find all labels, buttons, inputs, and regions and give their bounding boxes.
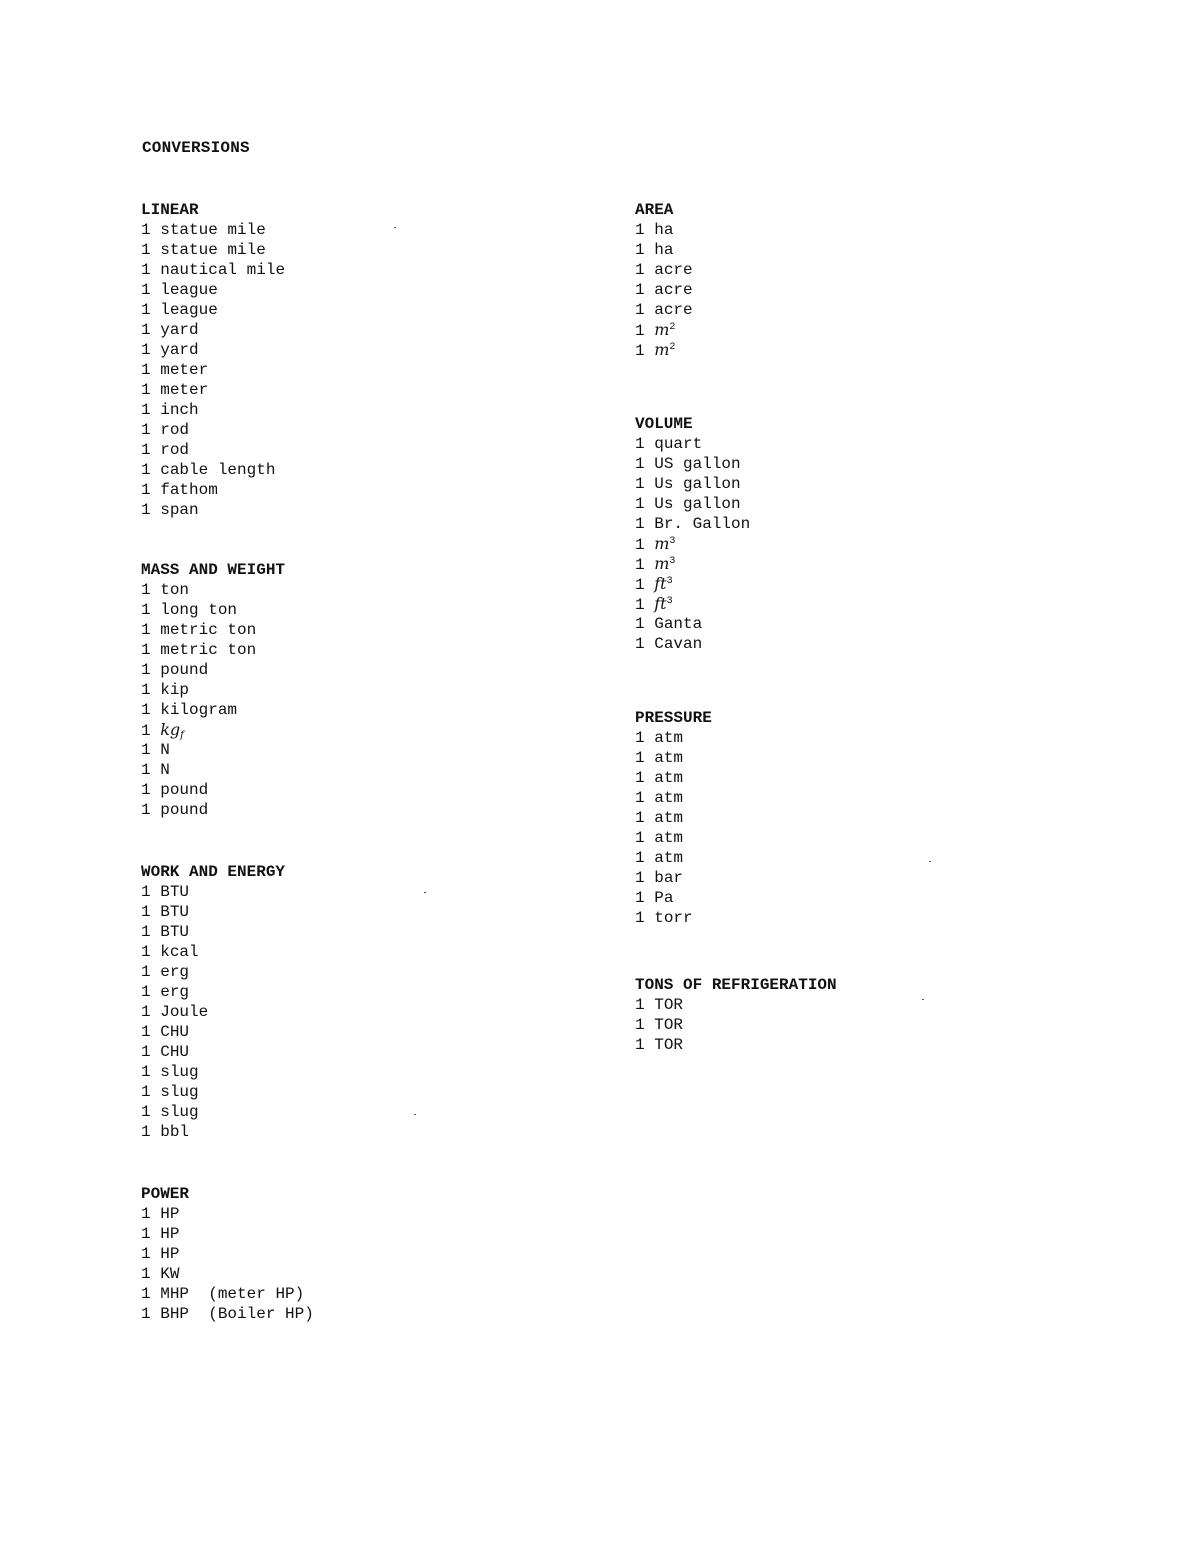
quantity: 1 (141, 401, 151, 419)
conversion-row (635, 434, 750, 454)
quantity: 1 (635, 809, 645, 827)
quantity: 1 (141, 1103, 151, 1121)
unit-exponent: 2 (669, 322, 676, 333)
scan-speck (424, 892, 426, 893)
conversion-row (635, 728, 712, 748)
quantity: 1 (635, 301, 645, 319)
conversion-row (635, 280, 693, 300)
unit-label: nautical mile (160, 261, 286, 279)
conversion-row (141, 760, 285, 780)
unit-label: inch (160, 401, 199, 419)
conversion-row (635, 868, 712, 888)
quantity: 1 (141, 943, 151, 961)
quantity: 1 (141, 661, 151, 679)
unit-label: yard (160, 321, 199, 339)
unit-label: atm (654, 769, 684, 787)
unit-exponent: 3 (669, 536, 676, 547)
quantity: 1 (635, 495, 645, 513)
section-heading: VOLUME (635, 415, 693, 433)
conversion-row (141, 220, 285, 240)
unit-label: meter (160, 381, 209, 399)
quantity: 1 (141, 641, 151, 659)
section-heading: POWER (141, 1185, 190, 1203)
quantity: 1 (635, 596, 645, 614)
section-mass-and-weight (141, 560, 285, 820)
conversion-row (141, 1002, 285, 1022)
quantity: 1 (635, 889, 645, 907)
conversion-row (141, 420, 285, 440)
unit-label: TOR (654, 1036, 684, 1054)
unit-exponent: 3 (666, 596, 673, 607)
conversion-row (141, 500, 285, 520)
conversion-row (635, 494, 750, 514)
conversion-row (141, 660, 285, 680)
quantity: 1 (141, 1265, 151, 1283)
quantity: 1 (141, 1245, 151, 1263)
unit-exponent: 3 (669, 556, 676, 567)
conversion-row (141, 1264, 314, 1284)
unit-label: Pa (654, 889, 674, 907)
section-tons-of-refrigeration (635, 975, 837, 1055)
conversion-row (141, 1204, 314, 1224)
quantity: 1 (635, 749, 645, 767)
unit-label: Us gallon (654, 495, 741, 513)
conversion-row (141, 320, 285, 340)
section-pressure (635, 708, 712, 928)
unit-label: bbl (160, 1123, 190, 1141)
unit-label: BTU (160, 903, 190, 921)
conversion-row (141, 580, 285, 600)
conversion-row (635, 828, 712, 848)
unit-label: ton (160, 581, 190, 599)
conversion-row (635, 240, 693, 260)
unit-label: slug (160, 1083, 199, 1101)
unit-label: metric ton (160, 621, 257, 639)
conversion-row (635, 454, 750, 474)
unit-label: atm (654, 809, 684, 827)
conversion-row (141, 260, 285, 280)
quantity: 1 (141, 461, 151, 479)
unit-label: CHU (160, 1023, 190, 1041)
conversion-row (141, 902, 285, 922)
conversion-row (635, 788, 712, 808)
scan-speck (394, 227, 396, 228)
unit-label: N (160, 741, 170, 759)
quantity: 1 (141, 341, 151, 359)
unit-label: torr (654, 909, 693, 927)
section-linear (141, 200, 285, 520)
unit-label: meter (160, 361, 209, 379)
conversion-row (141, 280, 285, 300)
unit-label: BHP (Boiler HP) (160, 1305, 314, 1323)
conversion-row (141, 720, 285, 740)
conversion-row (141, 1224, 314, 1244)
conversion-row (635, 634, 750, 654)
unit-label: N (160, 761, 170, 779)
unit-label: slug (160, 1063, 199, 1081)
conversion-row (635, 300, 693, 320)
unit-label: kcal (160, 943, 199, 961)
unit-label: erg (160, 983, 190, 1001)
unit-label: kip (160, 681, 190, 699)
quantity: 1 (141, 1003, 151, 1021)
conversion-row (141, 1062, 285, 1082)
quantity: 1 (141, 1225, 151, 1243)
scan-speck (922, 999, 924, 1000)
conversion-row (141, 300, 285, 320)
conversion-row (635, 995, 837, 1015)
unit-label: m (654, 534, 670, 553)
conversion-row (141, 380, 285, 400)
conversion-row (141, 680, 285, 700)
unit-label: cable length (160, 461, 276, 479)
quantity: 1 (635, 281, 645, 299)
quantity: 1 (635, 909, 645, 927)
quantity: 1 (635, 435, 645, 453)
quantity: 1 (141, 421, 151, 439)
quantity: 1 (141, 241, 151, 259)
conversion-row (635, 260, 693, 280)
unit-label: CHU (160, 1043, 190, 1061)
conversion-row (141, 1304, 314, 1324)
conversion-row (141, 480, 285, 500)
unit-label: atm (654, 749, 684, 767)
conversion-row (141, 640, 285, 660)
quantity: 1 (141, 1083, 151, 1101)
conversion-row (635, 574, 750, 594)
conversion-row (141, 740, 285, 760)
conversion-row (141, 360, 285, 380)
quantity: 1 (141, 601, 151, 619)
unit-label: TOR (654, 1016, 684, 1034)
conversion-row (141, 1244, 314, 1264)
unit-label: fathom (160, 481, 218, 499)
conversion-row (141, 780, 285, 800)
unit-label: Br. Gallon (654, 515, 751, 533)
unit-label: atm (654, 729, 684, 747)
unit-label: quart (654, 435, 703, 453)
unit-label: KW (160, 1265, 180, 1283)
unit-label: span (160, 501, 199, 519)
unit-label: US gallon (654, 455, 741, 473)
conversion-row (635, 748, 712, 768)
conversion-row (635, 888, 712, 908)
quantity: 1 (141, 321, 151, 339)
quantity: 1 (141, 1043, 151, 1061)
conversion-row (635, 220, 693, 240)
quantity: 1 (635, 789, 645, 807)
section-heading: TONS OF REFRIGERATION (635, 976, 837, 994)
quantity: 1 (141, 781, 151, 799)
section-heading: PRESSURE (635, 709, 712, 727)
unit-exponent: 2 (669, 342, 676, 353)
unit-label: m (654, 320, 670, 339)
unit-label: pound (160, 661, 209, 679)
conversion-row (635, 514, 750, 534)
unit-label: BTU (160, 883, 190, 901)
unit-label: HP (160, 1245, 180, 1263)
unit-label: atm (654, 829, 684, 847)
quantity: 1 (141, 301, 151, 319)
quantity: 1 (635, 515, 645, 533)
unit-label: ft (654, 574, 667, 593)
quantity: 1 (635, 1036, 645, 1054)
section-area (635, 200, 693, 360)
section-volume (635, 414, 750, 654)
unit-label: rod (160, 421, 190, 439)
conversion-row (141, 1082, 285, 1102)
quantity: 1 (141, 381, 151, 399)
conversion-row (141, 340, 285, 360)
unit-label: long ton (160, 601, 238, 619)
quantity: 1 (141, 441, 151, 459)
quantity: 1 (635, 576, 645, 594)
quantity: 1 (141, 883, 151, 901)
quantity: 1 (635, 996, 645, 1014)
conversion-row (635, 848, 712, 868)
unit-label: atm (654, 849, 684, 867)
section-heading: WORK AND ENERGY (141, 863, 286, 881)
unit-label: bar (654, 869, 684, 887)
unit-label: atm (654, 789, 684, 807)
unit-label: league (160, 301, 218, 319)
unit-label: pound (160, 801, 209, 819)
conversion-row (635, 1035, 837, 1055)
quantity: 1 (141, 501, 151, 519)
quantity: 1 (141, 221, 151, 239)
unit-label: m (654, 340, 670, 359)
unit-label: kilogram (160, 701, 238, 719)
conversion-row (141, 240, 285, 260)
quantity: 1 (635, 635, 645, 653)
unit-exponent: 3 (666, 576, 673, 587)
unit-label: metric ton (160, 641, 257, 659)
conversion-row (141, 440, 285, 460)
unit-label: m (654, 554, 670, 573)
conversion-row (635, 534, 750, 554)
unit-label: statue mile (160, 241, 266, 259)
quantity: 1 (141, 481, 151, 499)
quantity: 1 (635, 261, 645, 279)
quantity: 1 (141, 1063, 151, 1081)
conversion-row (635, 908, 712, 928)
quantity: 1 (141, 761, 151, 779)
unit-label: league (160, 281, 218, 299)
quantity: 1 (635, 221, 645, 239)
quantity: 1 (141, 361, 151, 379)
conversion-row (635, 474, 750, 494)
conversion-row (635, 594, 750, 614)
conversion-row (141, 922, 285, 942)
unit-label: rod (160, 441, 190, 459)
unit-label: BTU (160, 923, 190, 941)
conversion-row (141, 460, 285, 480)
conversion-row (141, 600, 285, 620)
quantity: 1 (635, 869, 645, 887)
quantity: 1 (635, 849, 645, 867)
conversion-row (141, 1022, 285, 1042)
unit-label: MHP (meter HP) (160, 1285, 305, 1303)
document-title: CONVERSIONS (142, 139, 250, 157)
unit-label: Joule (160, 1003, 209, 1021)
unit-label: ha (654, 221, 674, 239)
quantity: 1 (141, 681, 151, 699)
unit-label: ft (654, 594, 667, 613)
section-heading: MASS AND WEIGHT (141, 561, 286, 579)
quantity: 1 (141, 621, 151, 639)
quantity: 1 (141, 923, 151, 941)
conversion-row (635, 554, 750, 574)
unit-label: statue mile (160, 221, 266, 239)
unit-label: erg (160, 963, 190, 981)
conversion-row (141, 942, 285, 962)
unit-label: TOR (654, 996, 684, 1014)
unit-label: pound (160, 781, 209, 799)
section-heading: LINEAR (141, 201, 199, 219)
scan-speck (414, 1114, 416, 1115)
quantity: 1 (635, 729, 645, 747)
conversion-row (635, 340, 693, 360)
quantity: 1 (141, 741, 151, 759)
quantity: 1 (141, 281, 151, 299)
conversion-row (141, 982, 285, 1002)
quantity: 1 (141, 581, 151, 599)
conversion-row (635, 320, 693, 340)
conversion-row (141, 1042, 285, 1062)
conversion-row (141, 1284, 314, 1304)
unit-label: slug (160, 1103, 199, 1121)
unit-label: Us gallon (654, 475, 741, 493)
conversion-row (635, 614, 750, 634)
quantity: 1 (635, 342, 645, 360)
section-power (141, 1184, 314, 1324)
conversion-row (141, 700, 285, 720)
conversion-row (635, 768, 712, 788)
unit-label: acre (654, 301, 693, 319)
scan-speck (929, 861, 931, 862)
quantity: 1 (635, 1016, 645, 1034)
unit-label: Cavan (654, 635, 703, 653)
conversion-row (141, 1122, 285, 1142)
quantity: 1 (141, 701, 151, 719)
conversion-row (141, 1102, 285, 1122)
quantity: 1 (635, 455, 645, 473)
quantity: 1 (141, 983, 151, 1001)
quantity: 1 (635, 241, 645, 259)
quantity: 1 (141, 261, 151, 279)
quantity: 1 (635, 475, 645, 493)
quantity: 1 (635, 769, 645, 787)
quantity: 1 (141, 1205, 151, 1223)
quantity: 1 (635, 536, 645, 554)
unit-label: acre (654, 261, 693, 279)
quantity: 1 (635, 829, 645, 847)
quantity: 1 (635, 556, 645, 574)
conversion-row (141, 962, 285, 982)
unit-label: ha (654, 241, 674, 259)
unit-label: acre (654, 281, 693, 299)
quantity: 1 (141, 1023, 151, 1041)
quantity: 1 (141, 1285, 151, 1303)
section-heading: AREA (635, 201, 674, 219)
conversion-row (141, 800, 285, 820)
unit-label: yard (160, 341, 199, 359)
conversion-row (635, 808, 712, 828)
unit-label: HP (160, 1205, 180, 1223)
unit-label: HP (160, 1225, 180, 1243)
quantity: 1 (141, 722, 151, 740)
quantity: 1 (141, 963, 151, 981)
section-work-and-energy (141, 862, 285, 1142)
unit-subscript: f (180, 730, 184, 741)
quantity: 1 (635, 322, 645, 340)
quantity: 1 (141, 903, 151, 921)
conversion-row (141, 882, 285, 902)
conversion-row (141, 400, 285, 420)
conversion-row (635, 1015, 837, 1035)
unit-label: kg (160, 720, 181, 739)
unit-label: Ganta (654, 615, 703, 633)
quantity: 1 (141, 1305, 151, 1323)
quantity: 1 (141, 801, 151, 819)
quantity: 1 (141, 1123, 151, 1141)
conversion-row (141, 620, 285, 640)
quantity: 1 (635, 615, 645, 633)
